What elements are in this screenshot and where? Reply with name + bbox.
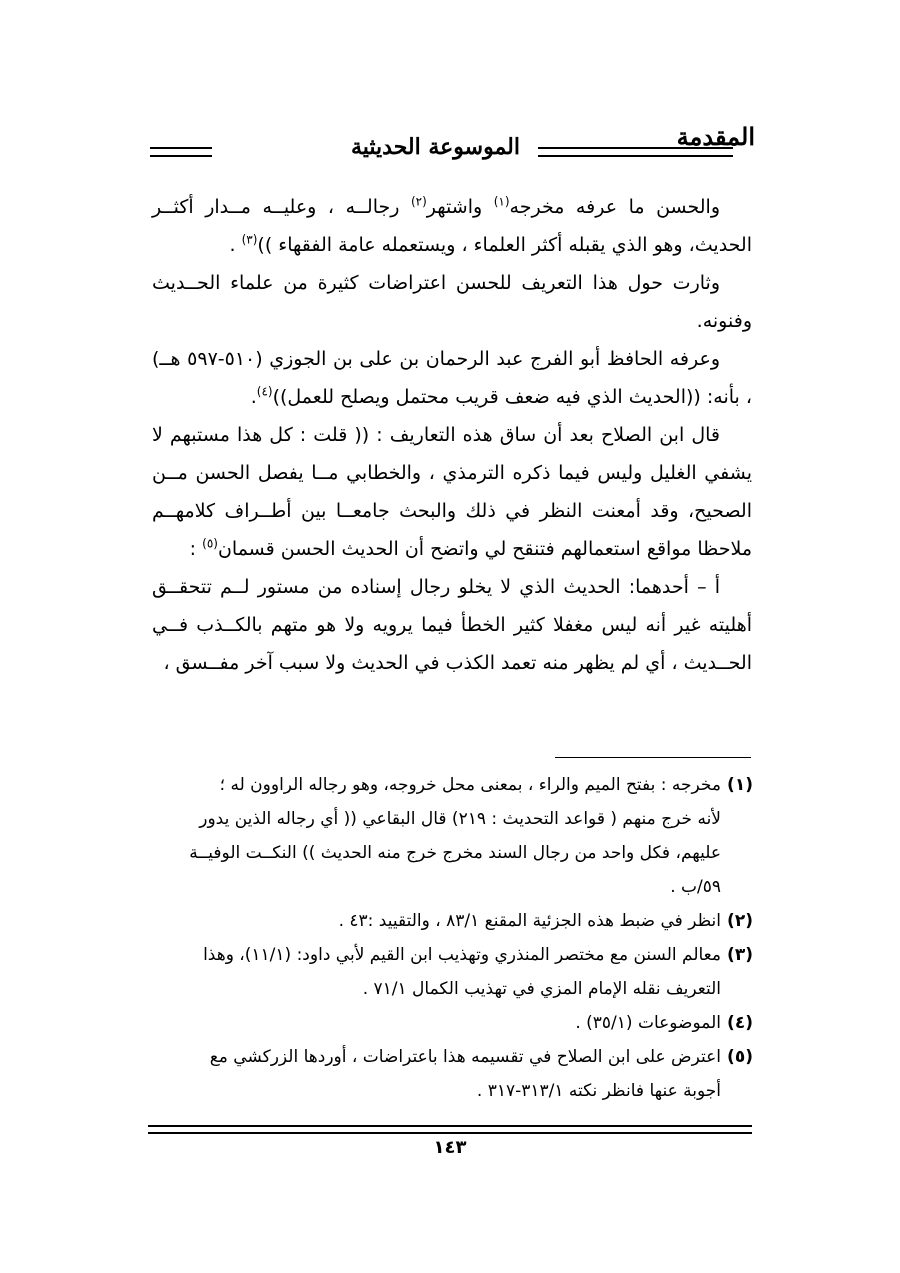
footnote-text [148, 768, 721, 904]
page-header [150, 120, 755, 180]
page-number: ١٤٣ [433, 1137, 467, 1158]
header-rule-right [538, 147, 733, 157]
footnote-number: (٢) [727, 911, 753, 931]
footnote-ref-4: (٤) [256, 384, 273, 399]
p4-end: : [189, 538, 203, 560]
section-title: المقدمة [676, 122, 755, 151]
footnote-2 [148, 904, 753, 938]
footnote-4 [148, 1006, 753, 1040]
footnote-line: ٥٩/ب . [670, 877, 721, 897]
book-title: الموسوعة الحديثية [350, 134, 520, 160]
paragraph-3 [152, 340, 752, 416]
footnote-separator [555, 757, 751, 758]
footnote-ref-5: (٥) [202, 536, 218, 551]
footnote-number: (١) [727, 775, 753, 795]
footnote-number: (٣) [727, 945, 753, 965]
footnote-1 [148, 768, 753, 904]
footnote-3 [148, 938, 753, 1006]
p1-text-d: . [229, 234, 242, 256]
p1-text-c: رجالــه ، وعليــه مــدار أكثــر الحديث، وهو الذي يقبله أكثر العلماء ، ويستعمله عامة الفقهاء )) [152, 196, 752, 256]
footnote-line: معالم السنن مع مختصر المنذري وتهذيب ابن القيم لأبي داود: (١١/١)، وهذا [203, 945, 721, 965]
footnote-text [148, 938, 721, 1006]
p1-text-b: واشتهر [426, 196, 494, 218]
paragraph-4 [152, 416, 752, 568]
footnote-number: (٥) [727, 1047, 753, 1067]
header-rule-left [150, 147, 212, 157]
footer-rule [148, 1125, 752, 1134]
footnote-text [148, 904, 721, 938]
p1-text-a: والحسن ما عرفه مخرجه [509, 196, 721, 218]
footnote-text [148, 1006, 721, 1040]
footnote-line: أجوبة عنها فانظر نكته ٣١٣/١-٣١٧ . [476, 1081, 721, 1101]
footnote-line: مخرجه : بفتح الميم والراء ، بمعنى محل خروجه، وهو رجاله الراوون له ؛ [219, 775, 721, 795]
footnote-line: انظر في ضبط هذه الجزئية المقنع ٨٣/١ ، والتقييد :٤٣ . [338, 911, 721, 931]
p3-end: . [250, 386, 257, 408]
footnote-ref-3: (٣) [241, 232, 258, 247]
footnote-ref-2: (٢) [410, 194, 427, 209]
footnote-line: اعترض على ابن الصلاح في تقسيمه هذا باعتراضات ، أوردها الزركشي مع [209, 1047, 721, 1067]
footnote-line: التعريف نقله الإمام المزي في تهذيب الكمال ٧١/١ . [362, 979, 721, 999]
footnote-5 [148, 1040, 753, 1108]
paragraph-1 [152, 188, 752, 264]
paragraph-2: وثارت حول هذا التعريف للحسن اعتراضات كثيرة من علماء الحــديث وفنونه. [152, 272, 752, 332]
paragraph-5: أ – أحدهما: الحديث الذي لا يخلو رجال إسناده من مستور لــم تتحقــق أهليته غير أنه ليس مغفلا كثير الخطأ فيما يرويه ولا هو متهم بالكــذب فــي الحــديث ، أي لم يظهر منه تعمد الكذب في الحديث ولا سبب آخر مفــسق ، [152, 576, 752, 674]
main-text [152, 188, 752, 682]
footnote-line: لأنه خرج منهم ( قواعد التحديث : ٢١٩) قال البقاعي (( أي رجاله الذين يدور [199, 809, 721, 829]
footnotes [148, 768, 753, 1108]
footnote-line: عليهم، فكل واحد من رجال السند مخرج خرج منه الحديث )) النكــت الوفيــة [189, 843, 721, 863]
footnote-line: الموضوعات (٣٥/١) . [575, 1013, 721, 1033]
footnote-number: (٤) [727, 1013, 753, 1033]
p3-text: وعرفه الحافظ أبو الفرج عبد الرحمان بن على بن الجوزي (٥١٠-٥٩٧ هــ) ، بأنه: ((الحديث الذي فيه ضعف قريب محتمل ويصلح للعمل)) [152, 348, 752, 408]
footnote-text [148, 1040, 721, 1108]
footnote-ref-1: (١) [493, 194, 510, 209]
p4-text: قال ابن الصلاح بعد أن ساق هذه التعاريف : (( قلت : كل هذا مستبهم لا يشفي الغليل وليس فيما ذكره الترمذي ، والخطابي مــا يفصل الحسن مــن الصحيح، وقد أمعنت النظر في ذلك والبحث جامعــا بين أطــراف كلامهــم ملاحظا مواقع استعمالهم فتنقح لي واتضح أن الحديث الحسن قسمان [152, 424, 752, 560]
